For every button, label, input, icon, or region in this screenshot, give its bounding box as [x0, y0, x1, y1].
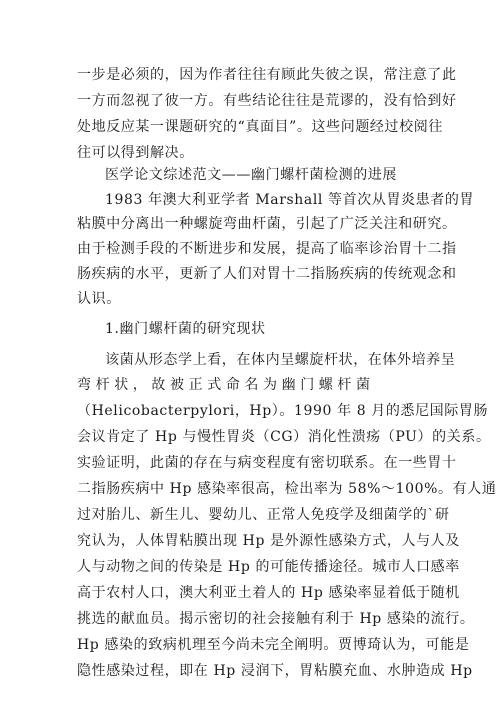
para2-line-11: 挑选的献血员。揭示密切的社会接触有利于 Hp 感染的流行。 [77, 611, 475, 627]
section-heading: 1.幽门螺杆菌的研究现状 [105, 321, 266, 337]
para2-line-1: 该菌从形态学上看，在体内呈螺旋杆状，在体外培养呈 [105, 352, 456, 368]
para2-line-8: 究认为，人体胃粘膜出现 Hp 是外源性感染方式，人与人及 [77, 533, 460, 549]
article-title: 医学论文综述范文——幽门螺杆菌检测的进展 [105, 167, 397, 183]
para2-line-3: （Helicobacterpylori，Hp）。1990 年 8 月的悉尼国际胃肠 [77, 403, 489, 419]
para2-line-5: 实验证明，此菌的存在与病变程度有密切联系。在一些胃十 [77, 455, 457, 471]
para2-line-9: 人与动物之间的传染是 Hp 的可能传播途径。城市人口感率 [77, 559, 460, 575]
para2-line-2: 弯杆状，故被正式命名为幽门螺杆菌 [77, 377, 375, 393]
para1-line-4: 肠疾病的水平，更新了人们对胃十二指肠疾病的传统观念和 [77, 266, 457, 282]
para2-line-13: 隐性感染过程，即在 Hp 浸润下，胃粘膜充血、水肿造成 Hp [77, 663, 473, 679]
para2-line-7: 过对胎儿、新生儿、婴幼儿、正常人免疫学及细菌学的`研 [77, 507, 450, 523]
intro-line-1: 一步是必须的，因为作者往往有顾此失彼之误，常注意了此 [77, 67, 457, 83]
intro-line-4: 往可以得到解决。 [77, 145, 194, 161]
intro-line-2: 一方而忽视了彼一方。有些结论往往是荒谬的，没有恰到好 [77, 93, 457, 109]
para1-line-2: 粘膜中分离出一种螺旋弯曲杆菌，引起了广泛关注和研究。 [77, 216, 457, 232]
para1-line-3: 由于检测手段的不断进步和发展，提高了临率诊治胃十二指 [77, 241, 457, 257]
para1-line-1: 1983 年澳大利亚学者 Marshall 等首次从胃炎患者的胃 [105, 192, 475, 208]
para2-line-6: 二指肠疾病中 Hp 感染率很高，检出率为 58%～100%。有人通 [77, 481, 497, 497]
para1-line-5: 认识。 [77, 291, 121, 307]
para2-line-4: 会议肯定了 Hp 与慢性胃炎（CG）消化性溃疡（PU）的关系。 [77, 429, 491, 445]
para2-line-10: 高于农村人口，澳大利亚土着人的 Hp 感染率显着低于随机 [77, 585, 460, 601]
intro-line-3: 处地反应某一课题研究的“真面目”。这些问题经过校阅往 [77, 119, 443, 135]
para2-line-12: Hp 感染的致病机理至今尚未完全阐明。贾博琦认为，可能是 [77, 637, 470, 653]
